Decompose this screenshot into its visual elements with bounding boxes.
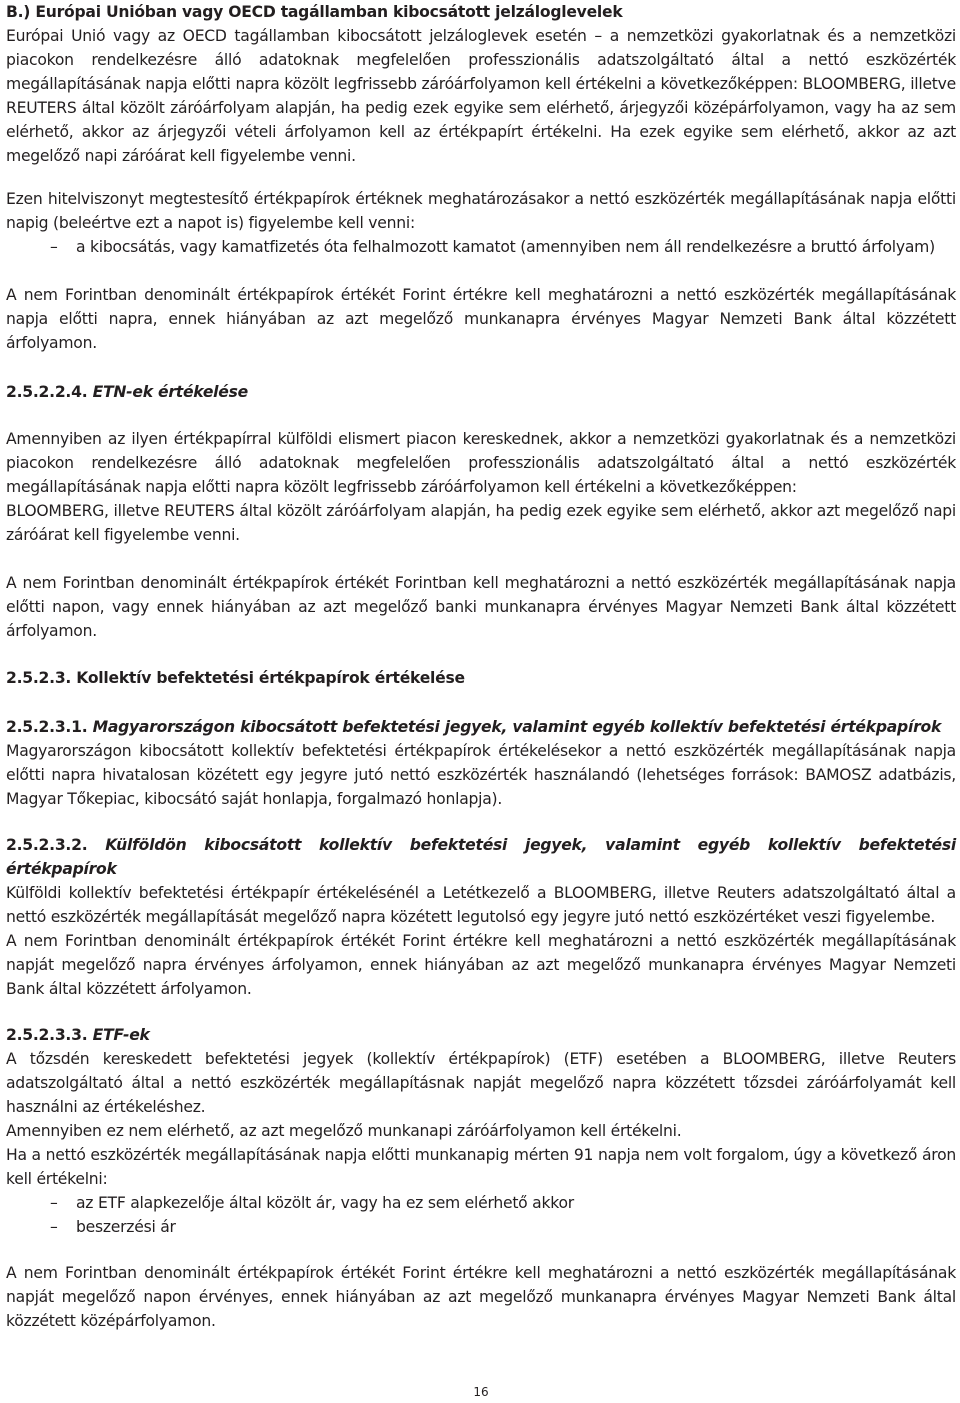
kollektiv-heading	[6, 666, 956, 690]
section-b-interest	[6, 187, 956, 259]
list-item: – a kibocsátás, vagy kamatfizetés óta felhalmozott kamatot (amennyiben nem áll rendelkezésre a bruttó árfolyam)	[6, 235, 956, 259]
mo-section	[6, 715, 956, 811]
mo-paragraph: Magyarországon kibocsátott kollektív befektetési értékpapírok értékelésekor a nettó eszközérték megállapításának napja előtti napra hivatalosan közétett egy jegyre jutó nettó eszközérték használandó (lehetséges források: BAMOSZ adatbázis, Magyar Tőkepiac, kibocsátó saját honlapja, forgalmazó honlapja).	[6, 742, 956, 808]
kf-section	[6, 833, 956, 929]
mo-number: 2.5.2.3.1.	[6, 718, 88, 736]
kf-currency	[6, 929, 956, 1001]
etn-heading	[6, 380, 956, 404]
page-number: 16	[473, 1385, 489, 1399]
etn-paragraph-1b: BLOOMBERG, illetve REUTERS által közölt záróárfolyam alapján, ha pedig ezek egyike sem elérhető, akkor azt megelőző napi záróárat kell figyelembe venni.	[6, 502, 956, 544]
list-item: – beszerzési ár	[6, 1215, 956, 1239]
section-b-currency	[6, 283, 956, 355]
section-b-paragraph-2: Ezen hitelviszonyt megtestesítő értékpapírok értéknek meghatározásakor a nettó eszközérték megállapításának napja előtti napig (beleértve ezt a napot is) figyelembe kell venni:	[6, 190, 956, 232]
etf-paragraph-1: A tőzsdén kereskedett befektetési jegyek (kollektív értékpapírok) (ETF) esetében a BLOOMBERG, illetve Reuters adatszolgáltató által a nettó eszközérték megállapításnak napját megelőző napra közzétett tőzsdei záróárfolyamát kell használni az értékeléshez.	[6, 1050, 956, 1116]
etf-currency	[6, 1261, 956, 1333]
etf-title: ETF-ek	[92, 1026, 150, 1044]
section-b	[6, 0, 956, 168]
etn-title: ETN-ek értékelése	[92, 383, 248, 401]
mo-title: Magyarországon kibocsátott befektetési jegyek, valamint egyéb kollektív befektetési értékpapírok	[92, 718, 942, 736]
etn-currency	[6, 571, 956, 643]
kf-number: 2.5.2.3.2.	[6, 836, 88, 854]
etn-body	[6, 427, 956, 547]
etf-paragraph-3: Ha a nettó eszközérték megállapításának napja előtti munkanapig mérten 91 napja nem volt forgalom, úgy a következő áron kell értékelni:	[6, 1146, 956, 1188]
kollektiv-title: 2.5.2.3. Kollektív befektetési értékpapírok értékelése	[6, 669, 465, 687]
etn-paragraph-1: Amennyiben az ilyen értékpapírral külföldi elismert piacon kereskednek, akkor a nemzetközi gyakorlatnak és a nemzetközi piacokon rendelkezésre álló adatoknak megfelelően professzionális adatszolgáltató által a nettó eszközérték megállapításának napja előtti napra közölt legfrissebb záróárfolyamon kell értékelni a következőképpen:	[6, 430, 956, 496]
list-item: – az ETF alapkezelője által közölt ár, vagy ha ez sem elérhető akkor	[6, 1191, 956, 1215]
etf-paragraph-4: A nem Forintban denominált értékpapírok értékét Forint értékre kell meghatározni a nettó eszközérték megállapításának napját megelőző napon érvényes, ennek hiányában az azt megelőző munkanapra érvényes Magyar Nemzeti Bank által közzétett középárfolyamon.	[6, 1264, 956, 1330]
etf-number: 2.5.2.3.3.	[6, 1026, 88, 1044]
etf-section	[6, 1023, 956, 1239]
kf-paragraph-1: Külföldi kollektív befektetési értékpapír értékelésénél a Letétkezelő a BLOOMBERG, illetve Reuters adatszolgáltató által a nettó eszközérték megállapítását megelőző napra közétett legutolsó egy jegyre jutó nettó eszközértéket veszi figyelembe.	[6, 884, 956, 926]
kf-paragraph-2: A nem Forintban denominált értékpapírok értékét Forint értékre kell meghatározni a nettó eszközérték megállapításának napját megelőző napra érvényes árfolyamon, ennek hiányában az azt megelőző munkanapra érvényes Magyar Nemzeti Bank által közzétett árfolyamon.	[6, 932, 956, 998]
section-b-title: B.) Európai Unióban vagy OECD tagállamban kibocsátott jelzáloglevelek	[6, 3, 623, 21]
kf-title: Külföldön kibocsátott kollektív befektetési jegyek, valamint egyéb kollektív befektetési értékpapírok	[6, 836, 956, 878]
section-b-paragraph-1: Európai Unió vagy az OECD tagállamban kibocsátott jelzáloglevek esetén – a nemzetközi gyakorlatnak és a nemzetközi piacokon rendelkezésre álló adatoknak megfelelően professzionális adatszolgáltató által a nettó eszközérték megállapításának napja előtti napra közölt legfrissebb záróárfolyamon kell értékelni a következőképpen: BLOOMBERG, illetve REUTERS által közölt záróárfolyam alapján, ha pedig ezek egyike sem elérhető, árjegyzői középárfolyamon, vagy ha az sem elérhető, akkor az árjegyzői vételi árfolyamon kell az értékpapírt értékelni. Ha ezek egyike sem elérhető, akkor az azt megelőző napi záróárat kell figyelembe venni.	[6, 27, 956, 165]
etn-number: 2.5.2.2.4.	[6, 383, 88, 401]
etf-paragraph-2: Amennyiben ez nem elérhető, az azt megelőző munkanapi záróárfolyamon kell értékelni.	[6, 1122, 682, 1140]
etn-paragraph-2: A nem Forintban denominált értékpapírok értékét Forintban kell meghatározni a nettó eszközérték megállapításának napja előtti napon, vagy ennek hiányában az azt megelőző banki munkanapra érvényes Magyar Nemzeti Bank által közzétett árfolyamon.	[6, 574, 956, 640]
section-b-paragraph-3: A nem Forintban denominált értékpapírok értékét Forint értékre kell meghatározni a nettó eszközérték megállapításának napja előtti napra, ennek hiányában az azt megelőző munkanapra érvényes Magyar Nemzeti Bank által közzétett árfolyamon.	[6, 286, 956, 352]
